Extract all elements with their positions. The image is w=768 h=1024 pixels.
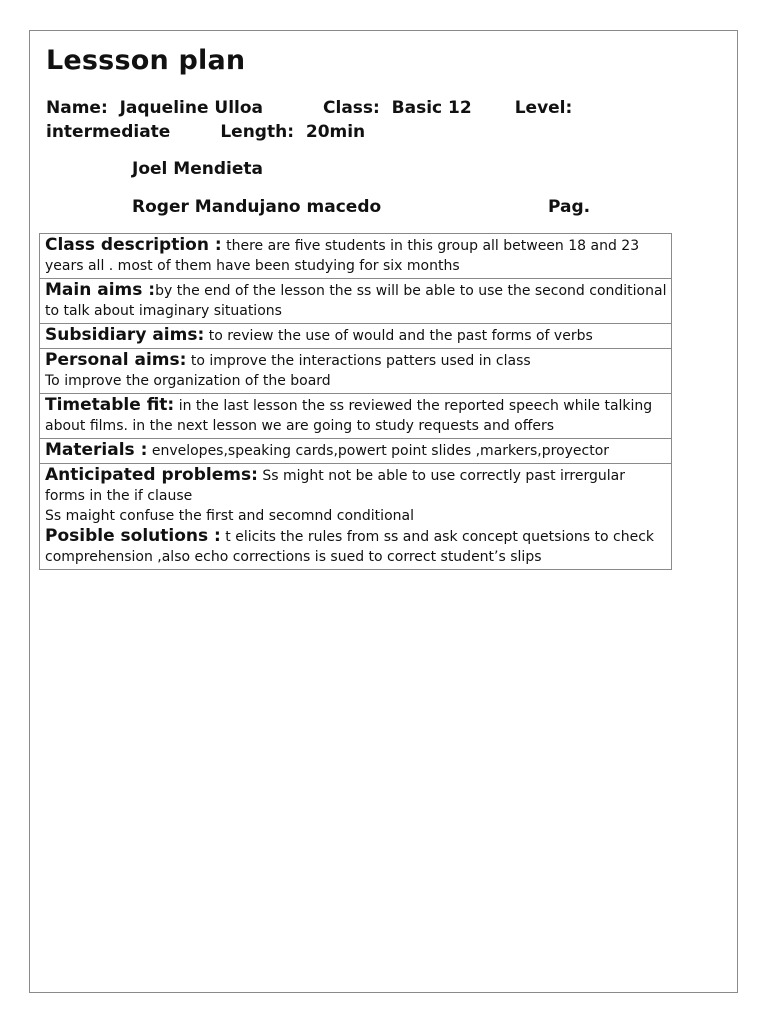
subsidiary-aims-text: to review the use of would and the past forms of verbs: [204, 328, 593, 344]
length-label: Length:: [220, 122, 295, 142]
length-value: 20min: [305, 122, 366, 142]
anticipated-problems-label: Anticipated problems:: [45, 465, 258, 485]
row-materials: [40, 438, 671, 463]
materials-label: Materials :: [45, 440, 148, 460]
page-label: Pag.: [548, 197, 591, 217]
subsidiary-aims-label: Subsidiary aims:: [45, 325, 205, 345]
row-main-aims: [40, 278, 671, 323]
header-member-2: Joel Mendieta: [132, 159, 263, 179]
class-description-text: there are five students in this group all between 18 and 23 years all . most of them have been studying for six months: [45, 238, 640, 274]
level-value: intermediate: [46, 122, 171, 142]
personal-aims-text-2: To improve the organization of the board: [45, 373, 331, 389]
row-subsidiary-aims: [40, 323, 671, 348]
level-label: Level:: [514, 98, 573, 118]
posible-solutions-label: Posible solutions :: [45, 526, 221, 546]
anticipated-problems-text-2: Ss maight confuse the first and secomnd conditional: [45, 508, 414, 524]
posible-solutions-text: t elicits the rules from ss and ask concept quetsions to check comprehension ,also echo corrections is sued to correct student’s slips: [45, 529, 655, 565]
materials-text: envelopes,speaking cards,powert point slides ,markers,proyector: [147, 443, 610, 459]
header-line-2: [46, 121, 365, 143]
timetable-fit-text: in the last lesson the ss reviewed the reported speech while talking about films. in the next lesson we are going to study requests and offers: [45, 398, 653, 434]
row-timetable-fit: [40, 393, 671, 438]
class-description-label: Class description :: [45, 235, 222, 255]
name-label: Name:: [46, 98, 108, 118]
timetable-fit-label: Timetable fit:: [45, 395, 175, 415]
anticipated-problems-text: Ss might not be able to use correctly past irrergular forms in the if clause: [45, 468, 625, 504]
document-page: [29, 30, 738, 993]
class-value: Basic 12: [391, 98, 472, 118]
page-title: Lessson plan: [46, 45, 246, 76]
lesson-details-table: [39, 233, 672, 570]
class-label: Class:: [323, 98, 380, 118]
header-line-1: [46, 97, 572, 119]
row-personal-aims: [40, 348, 671, 393]
main-aims-text: by the end of the lesson the ss will be able to use the second conditional to talk about imaginary situations: [45, 283, 667, 319]
header-member-3: Roger Mandujano macedo: [132, 197, 382, 217]
main-aims-label: Main aims :: [45, 280, 156, 300]
name-value: Jaqueline Ulloa: [119, 98, 264, 118]
row-class-description: [40, 234, 671, 278]
personal-aims-label: Personal aims:: [45, 350, 187, 370]
personal-aims-text: to improve the interactions patters used in class: [186, 353, 531, 369]
row-anticipated-problems: [40, 463, 671, 569]
